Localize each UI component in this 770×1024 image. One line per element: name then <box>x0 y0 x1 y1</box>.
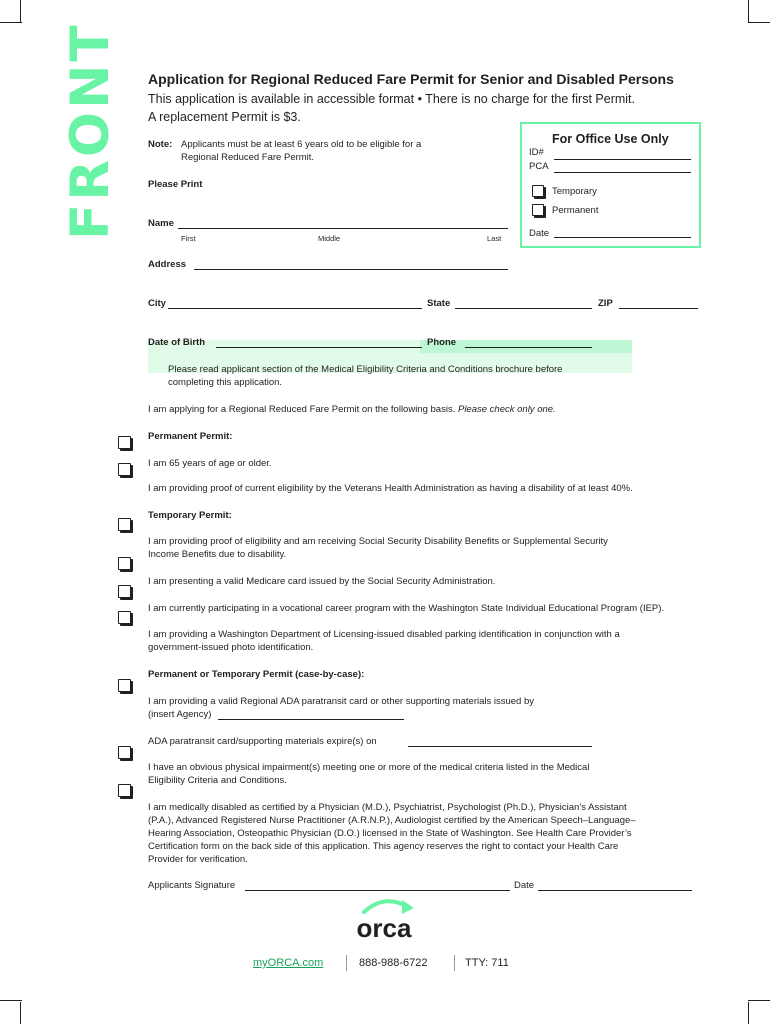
ada-expire-label: ADA paratransit card/supporting materials expire(s) on <box>148 736 377 747</box>
office-pca-field[interactable] <box>554 172 691 173</box>
zip-field[interactable] <box>619 308 698 309</box>
ada-expire-field[interactable] <box>408 746 592 747</box>
footer-tty: TTY: 711 <box>465 957 509 969</box>
office-id-label: ID# <box>529 147 544 158</box>
office-temporary-label: Temporary <box>552 186 597 197</box>
parking-id-option-cont: government-issued photo identification. <box>148 642 314 653</box>
office-use-title: For Office Use Only <box>552 132 669 146</box>
signature-date-field[interactable] <box>538 890 692 891</box>
state-field[interactable] <box>455 308 592 309</box>
insert-agency-field[interactable] <box>218 719 404 720</box>
office-use-box <box>520 122 701 248</box>
zip-label: ZIP <box>598 298 613 309</box>
state-label: State <box>427 298 451 309</box>
front-side-label: FRONT <box>60 22 121 240</box>
medically-disabled-option-cont: Provider for verification. <box>148 854 248 865</box>
crop-mark <box>748 1002 749 1024</box>
signature-field[interactable] <box>245 890 510 891</box>
crop-mark <box>748 1000 770 1001</box>
insert-agency-label: (insert Agency) <box>148 709 212 720</box>
ssdi-checkbox[interactable] <box>118 518 131 531</box>
name-label: Name <box>148 218 174 229</box>
crop-mark <box>20 0 21 22</box>
footer-phone: 888-988-6722 <box>359 957 428 969</box>
crop-mark <box>20 1002 21 1024</box>
orca-logo <box>348 896 420 940</box>
crop-mark <box>748 22 770 23</box>
orca-logo-text: orca <box>356 913 412 940</box>
first-name-caption: First <box>181 234 196 243</box>
iep-checkbox[interactable] <box>118 585 131 598</box>
ssdi-option: I am providing proof of eligibility and am receiving Social Security Disability Benefits or Supplemental Security <box>148 536 608 547</box>
basis-instruction: Please check only one. <box>457 404 556 415</box>
medically-disabled-option-cont: Certification form on the back side of this application. This agency reserves the right to contact your Health Care <box>148 841 619 852</box>
city-label: City <box>148 298 166 309</box>
note-label: Note: <box>148 139 173 150</box>
website-link[interactable]: myORCA.com <box>253 957 324 969</box>
footer-divider <box>346 955 347 971</box>
physical-impairment-checkbox[interactable] <box>118 746 131 759</box>
medically-disabled-option-cont: Hearing Association, Osteopathic Physician (D.O.) licensed in the State of Washington. See Health Care Provider’s <box>148 828 632 839</box>
permanent-permit-heading: Permanent Permit: <box>148 431 233 442</box>
crop-mark <box>0 22 22 23</box>
medicare-option: I am presenting a valid Medicare card issued by the Social Security Administration. <box>148 576 496 587</box>
phone-field[interactable] <box>465 347 592 348</box>
physical-impairment-option-cont: Eligibility Criteria and Conditions. <box>148 775 287 786</box>
iep-option: I am currently participating in a vocational career program with the Washington State Individual Educational Program (IEP). <box>148 603 665 614</box>
dob-label: Date of Birth <box>148 337 205 348</box>
temporary-permit-heading: Temporary Permit: <box>148 510 232 521</box>
veterans-option: I am providing proof of current eligibility by the Veterans Health Administration as having a disability of at least 40%. <box>148 483 633 494</box>
name-field[interactable] <box>178 228 508 229</box>
dob-field[interactable] <box>216 347 422 348</box>
office-pca-label: PCA <box>529 161 549 172</box>
office-permanent-label: Permanent <box>552 205 599 216</box>
address-field[interactable] <box>194 269 508 270</box>
ada-paratransit-option: I am providing a valid Regional ADA paratransit card or other supporting materials issued by <box>148 696 535 707</box>
age-65-option: I am 65 years of age or older. <box>148 458 272 469</box>
note-line: Applicants must be at least 6 years old to be eligible for a <box>181 139 422 150</box>
permanent-permit-checkbox[interactable] <box>118 436 131 449</box>
replacement-fee-note: A replacement Permit is $3. <box>148 110 301 124</box>
medically-disabled-option-cont: (P.A.), Advanced Registered Nurse Practitioner (A.R.N.P.), Audiologist certified by the American Speech–Language– <box>148 815 636 826</box>
city-field[interactable] <box>168 308 422 309</box>
office-temporary-checkbox[interactable] <box>532 185 544 197</box>
read-notice-line: Please read applicant section of the Medical Eligibility Criteria and Conditions brochure before <box>168 364 563 375</box>
ssdi-option-cont: Income Benefits due to disability. <box>148 549 287 560</box>
please-print-label: Please Print <box>148 179 203 190</box>
signature-label: Applicants Signature <box>148 880 236 891</box>
office-permanent-checkbox[interactable] <box>532 204 544 216</box>
note-line: Regional Reduced Fare Permit. <box>181 152 315 163</box>
case-by-case-heading: Permanent or Temporary Permit (case-by-case): <box>148 669 365 680</box>
crop-mark <box>748 0 749 22</box>
physical-impairment-option: I have an obvious physical impairment(s) meeting one or more of the medical criteria listed in the Medical <box>148 762 590 773</box>
phone-label: Phone <box>427 337 457 348</box>
medicare-checkbox[interactable] <box>118 557 131 570</box>
accessibility-note: This application is available in accessible format • There is no charge for the first Permit. <box>148 92 635 106</box>
medically-disabled-checkbox[interactable] <box>118 784 131 797</box>
read-notice-line: completing this application. <box>168 377 283 388</box>
office-date-field[interactable] <box>554 237 691 238</box>
crop-mark <box>0 1000 22 1001</box>
signature-date-label: Date <box>514 880 535 891</box>
parking-id-option: I am providing a Washington Department of Licensing-issued disabled parking identification in conjunction with a <box>148 629 620 640</box>
ada-paratransit-checkbox[interactable] <box>118 679 131 692</box>
office-id-field[interactable] <box>554 159 691 160</box>
footer-divider <box>454 955 455 971</box>
last-name-caption: Last <box>487 234 502 243</box>
basis-text: I am applying for a Regional Reduced Fare Permit on the following basis. <box>148 404 456 415</box>
address-label: Address <box>148 259 187 270</box>
medically-disabled-option: I am medically disabled as certified by a Physician (M.D.), Psychiatrist, Psychologist (Ph.D.), Physician’s Assistant <box>148 802 627 813</box>
parking-id-checkbox[interactable] <box>118 611 131 624</box>
middle-name-caption: Middle <box>318 234 341 243</box>
office-date-label: Date <box>529 228 550 239</box>
form-title: Application for Regional Reduced Fare Permit for Senior and Disabled Persons <box>148 71 674 87</box>
age-65-checkbox[interactable] <box>118 463 131 476</box>
